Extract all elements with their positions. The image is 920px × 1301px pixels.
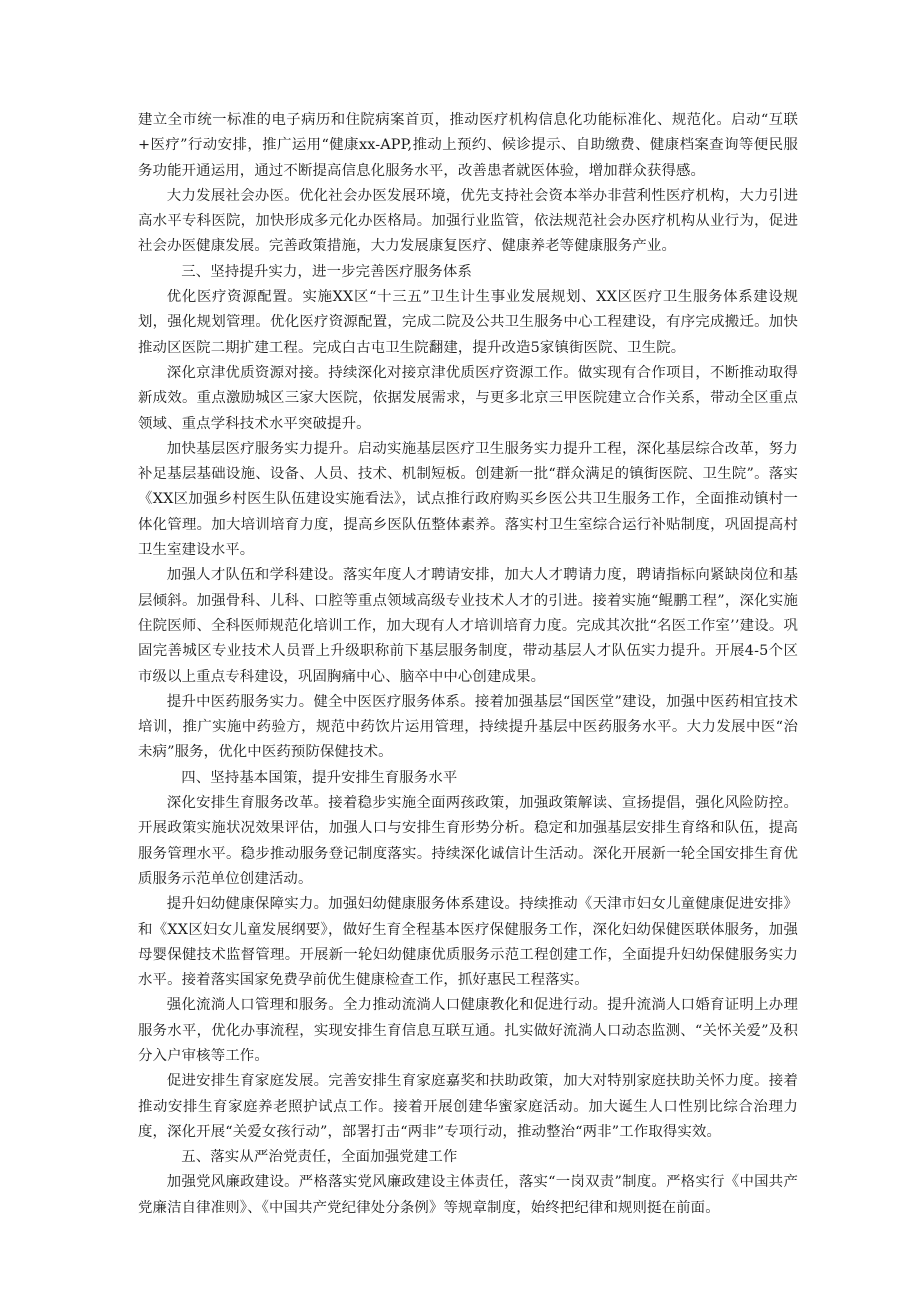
paragraph-tcm-service: 提升中医药服务实力。健全中医医疗服务体系。接着加强基层“国医堂”建设，加强中医药相宜技术培训，推广实施中药验方，规范中药饮片运用管理，持续提升基层中医药服务水平。大力发展中医“治未病”服务，优化中医药预防保健技术。 (138, 693, 798, 761)
document-page (138, 108, 798, 1221)
paragraph-talent-discipline: 加强人才队伍和学科建设。落实年度人才聘请安排，加大人才聘请力度，聘请指标向紧缺岗位和基层倾斜。加强骨科、儿科、口腔等重点领域高级专业技术人才的引进。接着实施“鲲鹏工程”，深化实施住院医师、全科医师规范化培训工作，加大现有人才培训培育力度。完成其次批“名医工作室’’建设。巩固完善城区专业技术人员晋上升级职称前下基层服务制度，带动基层人才队伍实力提升。开展4-5个区市级以上重点专科建设，巩固胸痛中心、脑卒中中心创建成果。 (138, 567, 798, 685)
section-heading-4: 四、坚持基本国策，提升安排生育服务水平 (181, 769, 458, 786)
paragraph-informatization: 建立全市统一标准的电子病历和住院病案首页，推动医疗机构信息化功能标准化、规范化。启动“互联+医疗”行动安排，推广运用“健康xx-APP,推动上预约、候诊提示、自助缴费、健康档案查询等便民服务功能开通运用，通过不断提高信息化服务水平，改善患者就医体验，增加群众获得感。 (138, 112, 798, 179)
paragraph-party-integrity: 加强党风廉政建设。严格落实党风廉政建设主体责任，落实“一岗双责”制度。严格实行《中国共产党廉洁自律准则》、《中国共产党纪律处分条例》等规章制度，始终把纪律和规则挺在前面。 (138, 1174, 798, 1216)
section-heading-3: 三、坚持提升实力，进一步完善医疗服务体系 (181, 263, 473, 280)
paragraph-grassroots-capacity: 加快基层医疗服务实力提升。启动实施基层医疗卫生服务实力提升工程，深化基层综合改革，努力补足基层基础设施、设备、人员、技术、机制短板。创建新一批“群众满足的镇街医院、卫生院”。落实《XX区加强乡村医生队伍建设实施看法》，试点推行政府购买乡医公共卫生服务工作，全面推动镇村一体化管理。加大培训培育力度，提高乡医队伍整体素养。落实村卫生室综合运行补贴制度，巩固提高村卫生室建设水平。 (138, 440, 798, 559)
paragraph-social-medical: 大力发展社会办医。优化社会办医发展环境，优先支持社会资本举办非营利性医疗机构，大力引进高水平专科医院，加快形成多元化办医格局。加强行业监管，依法规范社会办医疗机构从业行为，促进社会办医健康发展。完善政策措施，大力发展康复医疗、健康养老等健康服务产业。 (138, 187, 798, 255)
paragraph-family-planning-reform: 深化安排生育服务改革。接着稳步实施全面两孩政策，加强政策解读、宣扬提倡，强化风险防控。开展政策实施状况效果评估，加强人口与安排生育形势分析。稳定和加强基层安排生育络和队伍，提高服务管理水平。稳步推动服务登记制度落实。持续深化诚信计生活动。深化开展新一轮全国安排生育优质服务示范单位创建活动。 (138, 795, 798, 887)
paragraph-resource-allocation: 优化医疗资源配置。实施XX区“十三五”卫生计生事业发展规划、XX区医疗卫生服务体系建设规划，强化规划管理。优化医疗资源配置，完成二院及公共卫生服务中心工程建设，有序完成搬迁。加快推动区医院二期扩建工程。完成白古屯卫生院翻建，提升改造5家镇街医院、卫生院。 (138, 289, 798, 356)
section-heading-5: 五、落实从严治党责任，全面加强党建工作 (181, 1149, 458, 1166)
paragraph-maternal-child-health: 提升妇幼健康保障实力。加强妇幼健康服务体系建设。持续推动《天津市妇女儿童健康促进安排》和《XX区妇女儿童发展纲要》，做好生育全程基本医疗保健服务工作，深化妇幼保健医联体服务，加强母婴保健技术监督管理。开展新一轮妇幼健康优质服务示范工程创建工作，全面提升妇幼保健服务实力水平。接着落实国家免费孕前优生健康检查工作，抓好惠民工程落实。 (138, 896, 798, 989)
paragraph-jingjin-docking: 深化京津优质资源对接。持续深化对接京津优质医疗资源工作。做实现有合作项目，不断推动取得新成效。重点激励城区三家大医院，依据发展需求，与更多北京三甲医院建立合作关系，带动全区重点领域、重点学科技术水平突破提升。 (138, 364, 798, 432)
paragraph-family-development: 促进安排生育家庭发展。完善安排生育家庭嘉奖和扶助政策，加大对特别家庭扶助关怀力度。接着推动安排生育家庭养老照护试点工作。接着开展创建华蜜家庭活动。加大诞生人口性别比综合治理力度，深化开展“关爱女孩行动”，部署打击“两非”专项行动，推动整治“两非”工作取得实效。 (138, 1073, 798, 1140)
paragraph-floating-population: 强化流淌人口管理和服务。全力推动流淌人口健康教化和促进行动。提升流淌人口婚育证明上办理服务水平，优化办事流程，实现安排生育信息互联互通。扎实做好流淌人口动态监测、“关怀关爱”及积分入户审核等工作。 (138, 997, 798, 1064)
